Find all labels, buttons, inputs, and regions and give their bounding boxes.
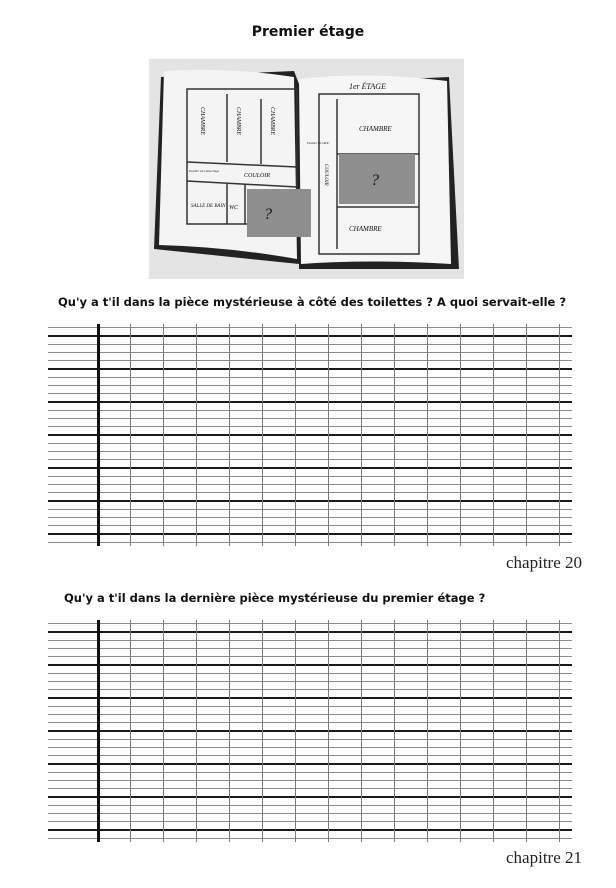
stairs-label: Escalier vers 2ème étage [189,169,220,173]
vertical-line [262,324,263,546]
room-label: SALLE DE BAIN [191,204,226,209]
room-label: COULOIR [244,173,271,179]
vertical-line [295,324,296,546]
vertical-line [427,324,428,546]
vertical-line [460,324,461,546]
vertical-line [295,620,296,842]
vertical-line [163,324,164,546]
page-title: Premier étage [251,24,365,40]
answer-grid-2[interactable] [48,620,572,842]
vertical-line [229,620,230,842]
answer-grid-1[interactable] [48,324,572,546]
stairs-label: Escalier vers RDC [307,141,330,145]
room-label: CHAMBRE [359,125,392,133]
banner-label: 1er ÉTAGE [349,82,386,91]
room-label: CHAMBRE [269,107,275,135]
question-2: Qu'y a t'il dans la dernière pièce mystérieuse du premier étage ? [64,591,486,605]
question-1: Qu'y a t'il dans la pièce mystérieuse à côté des toilettes ? A quoi servait-elle ? [58,295,567,309]
vertical-line [163,620,164,842]
vertical-line [196,324,197,546]
mystery-room-1-label: ? [264,206,272,223]
vertical-line [493,620,494,842]
vertical-line [427,620,428,842]
chapter-label-1: chapitre 20 [506,553,582,572]
vertical-line [559,620,560,842]
chapter-label-2: chapitre 21 [506,848,582,867]
margin-line [97,620,100,842]
mystery-room-2-label: ? [371,172,379,189]
vertical-line [328,324,329,546]
vertical-line [526,324,527,546]
room-label: COULOIR [323,164,328,186]
vertical-line [262,620,263,842]
vertical-line [328,620,329,842]
room-label: CHAMBRE [199,107,205,135]
vertical-line [196,620,197,842]
vertical-line [361,620,362,842]
vertical-line [130,324,131,546]
vertical-line [493,324,494,546]
vertical-line [394,324,395,546]
vertical-line [526,620,527,842]
vertical-line [559,324,560,546]
room-label: CHAMBRE [349,225,382,233]
vertical-line [361,324,362,546]
floor-plan-photo [149,59,464,279]
vertical-line [394,620,395,842]
vertical-line [130,620,131,842]
vertical-line [229,324,230,546]
vertical-line [460,620,461,842]
room-label: CHAMBRE [235,107,241,135]
margin-line [97,324,100,546]
room-label: WC [229,205,238,211]
